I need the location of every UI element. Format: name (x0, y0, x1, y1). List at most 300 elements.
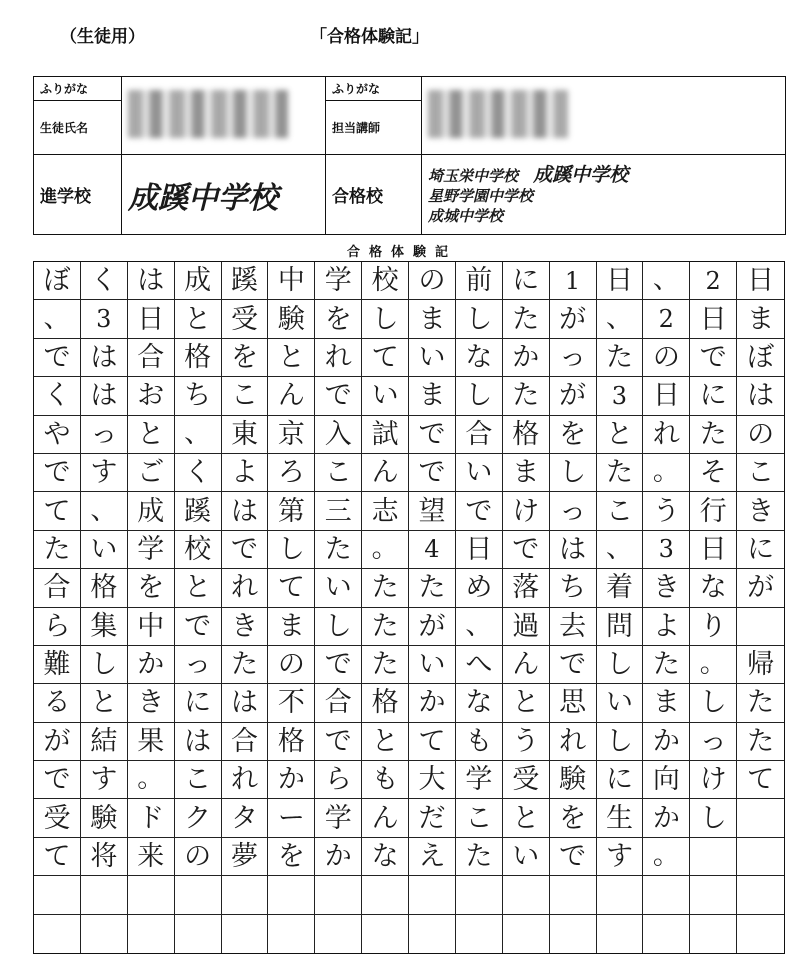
grid-cell (737, 915, 784, 953)
grid-cell: で (550, 646, 597, 684)
grid-cell (456, 876, 503, 914)
grid-cell: こ (222, 377, 269, 415)
grid-cell: た (690, 416, 737, 454)
grid-cell: で (175, 608, 222, 646)
grid-cell: す (597, 838, 644, 876)
grid-cell: 合 (315, 684, 362, 722)
grid-cell (550, 915, 597, 953)
grid-cell (315, 876, 362, 914)
grid-cell: い (597, 684, 644, 722)
passed-school: 埼玉栄中学校 (428, 167, 519, 185)
grid-cell: し (81, 646, 128, 684)
grid-cell: で (315, 377, 362, 415)
grid-cell: こ (175, 761, 222, 799)
grid-cell: ん (268, 377, 315, 415)
grid-cell: た (409, 569, 456, 607)
grid-cell (34, 876, 81, 914)
grid-cell: っ (690, 723, 737, 761)
grid-cell: 験 (550, 761, 597, 799)
grid-cell: 3 (643, 531, 690, 569)
grid-cell: し (550, 454, 597, 492)
grid-cell: な (456, 339, 503, 377)
grid-cell (315, 915, 362, 953)
grid-cell: 、 (81, 492, 128, 530)
grid-cell: た (503, 377, 550, 415)
grid-cell: 格 (175, 339, 222, 377)
grid-cell: て (34, 838, 81, 876)
grid-cell: タ (222, 799, 269, 837)
grid-cell: 蹊 (222, 262, 269, 300)
grid-cell: を (128, 569, 175, 607)
grid-cell (503, 915, 550, 953)
grid-cell: ん (362, 799, 409, 837)
grid-cell: 校 (362, 262, 409, 300)
grid-cell: へ (456, 646, 503, 684)
grid-cell: 合 (222, 723, 269, 761)
grid-cell (737, 799, 784, 837)
grid-cell: 験 (81, 799, 128, 837)
grid-cell: と (503, 684, 550, 722)
grid-cell: 合 (34, 569, 81, 607)
grid-cell: 、 (643, 262, 690, 300)
grid-cell: た (737, 723, 784, 761)
grid-cell: 夢 (222, 838, 269, 876)
grid-cell (81, 876, 128, 914)
grid-cell: が (550, 300, 597, 338)
grid-cell (409, 915, 456, 953)
grid-cell: 受 (503, 761, 550, 799)
grid-cell: う (643, 492, 690, 530)
grid-cell: 三 (315, 492, 362, 530)
furigana-label-right: ふりがな (326, 77, 422, 101)
grid-cell (456, 915, 503, 953)
furigana-label-left: ふりがな (34, 77, 122, 101)
grid-cell: こ (737, 454, 784, 492)
grid-cell: 帰 (737, 646, 784, 684)
grid-cell: き (222, 608, 269, 646)
grid-cell (34, 915, 81, 953)
grid-cell: て (362, 339, 409, 377)
grid-cell: ド (128, 799, 175, 837)
grid-cell: 日 (128, 300, 175, 338)
grid-cell: き (737, 492, 784, 530)
grid-cell: 生 (597, 799, 644, 837)
grid-cell: た (456, 838, 503, 876)
grid-cell (362, 876, 409, 914)
grid-cell: し (315, 608, 362, 646)
grid-cell: 着 (597, 569, 644, 607)
grid-cell: い (456, 454, 503, 492)
grid-cell (268, 915, 315, 953)
grid-cell: 1 (550, 262, 597, 300)
grid-cell: で (315, 646, 362, 684)
grid-cell: の (643, 339, 690, 377)
grid-cell: た (643, 646, 690, 684)
grid-cell: の (175, 838, 222, 876)
grid-cell: か (643, 799, 690, 837)
grid-cell: と (362, 723, 409, 761)
grid-cell: 3 (81, 300, 128, 338)
grid-cell: す (81, 454, 128, 492)
grid-cell: 日 (456, 531, 503, 569)
grid-cell: こ (315, 454, 362, 492)
grid-cell: 。 (643, 838, 690, 876)
grid-cell: き (128, 684, 175, 722)
grid-cell: た (597, 454, 644, 492)
redacted-teacher-name (428, 90, 568, 138)
grid-cell: を (222, 339, 269, 377)
grid-cell: て (409, 723, 456, 761)
grid-cell: と (268, 339, 315, 377)
grid-cell: ク (175, 799, 222, 837)
grid-cell: に (690, 377, 737, 415)
grid-cell: い (503, 838, 550, 876)
grid-cell: ぼ (34, 262, 81, 300)
grid-cell: の (737, 416, 784, 454)
grid-cell: 結 (81, 723, 128, 761)
grid-cell (690, 876, 737, 914)
grid-cell: 成 (128, 492, 175, 530)
grid-cell: は (81, 377, 128, 415)
school-label: 進学校 (34, 155, 122, 235)
grid-cell: れ (315, 339, 362, 377)
grid-cell: は (81, 339, 128, 377)
grid-cell: で (34, 761, 81, 799)
grid-cell: 京 (268, 416, 315, 454)
grid-cell (643, 915, 690, 953)
grid-cell: ー (268, 799, 315, 837)
grid-cell: 果 (128, 723, 175, 761)
grid-cell: こ (597, 492, 644, 530)
grid-cell: ん (503, 646, 550, 684)
grid-cell: 、 (175, 416, 222, 454)
grid-cell: 日 (690, 531, 737, 569)
grid-cell: を (268, 838, 315, 876)
grid-cell: 4 (409, 531, 456, 569)
grid-cell: 格 (81, 569, 128, 607)
grid-cell (81, 915, 128, 953)
grid-cell: の (409, 262, 456, 300)
grid-cell: に (737, 531, 784, 569)
grid-cell: 験 (268, 300, 315, 338)
grid-cell: い (315, 569, 362, 607)
grid-cell: か (409, 684, 456, 722)
grid-cell: う (503, 723, 550, 761)
grid-cell: ぼ (737, 339, 784, 377)
grid-cell: や (34, 416, 81, 454)
grid-cell: 来 (128, 838, 175, 876)
grid-cell: と (503, 799, 550, 837)
grid-cell: に (597, 761, 644, 799)
grid-cell (597, 915, 644, 953)
passed-school: 成城中学校 (428, 207, 504, 225)
grid-cell: 学 (128, 531, 175, 569)
grid-cell: た (315, 531, 362, 569)
grid-cell (222, 915, 269, 953)
grid-cell (128, 876, 175, 914)
grid-cell: こ (456, 799, 503, 837)
grid-cell: と (597, 416, 644, 454)
grid-cell: よ (222, 454, 269, 492)
grid-cell: ま (409, 377, 456, 415)
grid-cell: で (690, 339, 737, 377)
grid-cell: た (362, 608, 409, 646)
grid-cell: で (409, 416, 456, 454)
grid-cell: か (128, 646, 175, 684)
grid-cell: お (128, 377, 175, 415)
grid-cell: け (690, 761, 737, 799)
grid-cell: 東 (222, 416, 269, 454)
grid-cell: な (362, 838, 409, 876)
grid-cell: 望 (409, 492, 456, 530)
grid-cell: 日 (737, 262, 784, 300)
grid-cell: 第 (268, 492, 315, 530)
grid-cell: っ (81, 416, 128, 454)
grid-cell: 将 (81, 838, 128, 876)
grid-cell: は (737, 377, 784, 415)
grid-cell: 。 (643, 454, 690, 492)
grid-cell (643, 876, 690, 914)
grid-cell (503, 876, 550, 914)
grid-cell: 中 (268, 262, 315, 300)
grid-cell: ら (34, 608, 81, 646)
grid-cell: 問 (597, 608, 644, 646)
grid-cell: 過 (503, 608, 550, 646)
grid-cell: だ (409, 799, 456, 837)
grid-cell: ま (503, 454, 550, 492)
grid-cell: も (456, 723, 503, 761)
grid-cell: で (34, 339, 81, 377)
grid-cell: は (222, 492, 269, 530)
grid-cell: 前 (456, 262, 503, 300)
grid-cell: が (34, 723, 81, 761)
grid-cell: 難 (34, 646, 81, 684)
teacher-label: 担当講師 (326, 101, 422, 155)
grid-cell: 志 (362, 492, 409, 530)
grid-cell: を (550, 416, 597, 454)
student-info-table (33, 76, 786, 235)
grid-cell: と (128, 416, 175, 454)
manuscript-grid (33, 261, 785, 954)
grid-cell: 成 (175, 262, 222, 300)
grid-cell (737, 876, 784, 914)
grid-cell: ち (550, 569, 597, 607)
grid-cell (550, 876, 597, 914)
grid-cell: 行 (690, 492, 737, 530)
grid-cell: 。 (362, 531, 409, 569)
grid-cell: と (175, 569, 222, 607)
passed-school: 星野学園中学校 (428, 187, 534, 205)
grid-cell: れ (222, 761, 269, 799)
grid-cell: 合 (456, 416, 503, 454)
grid-cell: 日 (643, 377, 690, 415)
grid-cell: 、 (597, 531, 644, 569)
grid-cell: の (268, 646, 315, 684)
grid-cell (737, 608, 784, 646)
grid-cell: 去 (550, 608, 597, 646)
grid-cell: ま (268, 608, 315, 646)
grid-cell: 入 (315, 416, 362, 454)
grid-cell: し (456, 300, 503, 338)
grid-cell: い (362, 377, 409, 415)
grid-cell: 3 (597, 377, 644, 415)
grid-cell: れ (643, 416, 690, 454)
grid-cell: る (34, 684, 81, 722)
grid-cell (222, 876, 269, 914)
grid-cell: は (128, 262, 175, 300)
grid-cell: で (222, 531, 269, 569)
grid-cell: り (690, 608, 737, 646)
school-value: 成蹊中学校 (122, 155, 326, 235)
grid-cell: で (315, 723, 362, 761)
grid-cell: と (175, 300, 222, 338)
grid-cell: 、 (597, 300, 644, 338)
grid-cell: し (456, 377, 503, 415)
grid-cell: た (222, 646, 269, 684)
grid-cell: く (34, 377, 81, 415)
passed-school: 成蹊中学校 (533, 164, 629, 186)
grid-cell: 、 (456, 608, 503, 646)
grid-cell: 大 (409, 761, 456, 799)
grid-cell: は (222, 684, 269, 722)
grid-cell: っ (550, 339, 597, 377)
grid-cell (362, 915, 409, 953)
grid-cell: 校 (175, 531, 222, 569)
grid-cell: 思 (550, 684, 597, 722)
grid-cell: 格 (362, 684, 409, 722)
grid-cell: て (34, 492, 81, 530)
grid-cell: 学 (315, 799, 362, 837)
grid-cell: で (550, 838, 597, 876)
grid-cell: め (456, 569, 503, 607)
grid-cell: 2 (643, 300, 690, 338)
grid-cell: し (597, 646, 644, 684)
grid-cell: か (643, 723, 690, 761)
grid-cell (690, 915, 737, 953)
grid-cell: た (34, 531, 81, 569)
grid-cell: 格 (268, 723, 315, 761)
grid-cell: を (550, 799, 597, 837)
grid-cell (175, 876, 222, 914)
grid-cell: 、 (34, 300, 81, 338)
grid-cell: か (268, 761, 315, 799)
document-title: 「合格体験記」 (310, 27, 429, 47)
grid-cell: 集 (81, 608, 128, 646)
grid-cell: れ (222, 569, 269, 607)
grid-cell: は (175, 723, 222, 761)
grid-cell: に (175, 684, 222, 722)
grid-cell: た (362, 569, 409, 607)
grid-cell: く (81, 262, 128, 300)
grid-cell: が (550, 377, 597, 415)
grid-cell: た (503, 300, 550, 338)
grid-cell: し (362, 300, 409, 338)
grid-cell (128, 915, 175, 953)
grid-cell: て (737, 761, 784, 799)
grid-cell: え (409, 838, 456, 876)
grid-cell: 中 (128, 608, 175, 646)
grid-cell: で (409, 454, 456, 492)
grid-cell: 学 (315, 262, 362, 300)
grid-cell: は (550, 531, 597, 569)
grid-cell: な (456, 684, 503, 722)
grid-cell (690, 838, 737, 876)
grid-cell (409, 876, 456, 914)
grid-cell: 日 (690, 300, 737, 338)
grid-cell: く (175, 454, 222, 492)
grid-cell: 向 (643, 761, 690, 799)
grid-cell: 学 (456, 761, 503, 799)
grid-cell: ろ (268, 454, 315, 492)
grid-cell: し (268, 531, 315, 569)
grid-cell: っ (550, 492, 597, 530)
grid-cell: す (81, 761, 128, 799)
grid-cell: し (597, 723, 644, 761)
teacher-name-redacted (422, 77, 786, 155)
grid-cell: ら (315, 761, 362, 799)
grid-cell: 。 (690, 646, 737, 684)
grid-cell: と (81, 684, 128, 722)
grid-cell: ま (737, 300, 784, 338)
grid-cell: そ (690, 454, 737, 492)
grid-cell: 落 (503, 569, 550, 607)
grid-cell: か (315, 838, 362, 876)
essay-caption: 合格体験記 (346, 245, 457, 260)
student-name-label: 生徒氏名 (34, 101, 122, 155)
grid-cell: れ (550, 723, 597, 761)
passed-schools-list (422, 155, 786, 235)
grid-cell: し (690, 684, 737, 722)
grid-cell: を (315, 300, 362, 338)
grid-cell: っ (175, 646, 222, 684)
grid-cell: も (362, 761, 409, 799)
grid-cell: 合 (128, 339, 175, 377)
grid-cell: 試 (362, 416, 409, 454)
redacted-student-name (128, 90, 288, 138)
grid-cell: ま (409, 300, 456, 338)
grid-cell: い (409, 646, 456, 684)
passed-schools-label: 合格校 (326, 155, 422, 235)
grid-cell: 受 (222, 300, 269, 338)
grid-cell: で (503, 531, 550, 569)
grid-cell: が (409, 608, 456, 646)
grid-cell: た (362, 646, 409, 684)
grid-cell: ご (128, 454, 175, 492)
grid-cell: 蹊 (175, 492, 222, 530)
grid-cell: が (737, 569, 784, 607)
grid-cell: ち (175, 377, 222, 415)
grid-cell: し (690, 799, 737, 837)
grid-cell: 不 (268, 684, 315, 722)
grid-cell: よ (643, 608, 690, 646)
grid-cell: き (643, 569, 690, 607)
student-name-redacted (122, 77, 326, 155)
grid-cell (597, 876, 644, 914)
grid-cell: か (503, 339, 550, 377)
grid-cell: で (456, 492, 503, 530)
grid-cell: 2 (690, 262, 737, 300)
grid-cell: た (597, 339, 644, 377)
grid-cell: 日 (597, 262, 644, 300)
grid-cell: で (34, 454, 81, 492)
grid-cell: に (503, 262, 550, 300)
grid-cell (175, 915, 222, 953)
grid-cell: け (503, 492, 550, 530)
form-kind-label: （生徒用） (60, 27, 145, 47)
grid-cell: い (81, 531, 128, 569)
grid-cell: た (737, 684, 784, 722)
grid-cell: な (690, 569, 737, 607)
